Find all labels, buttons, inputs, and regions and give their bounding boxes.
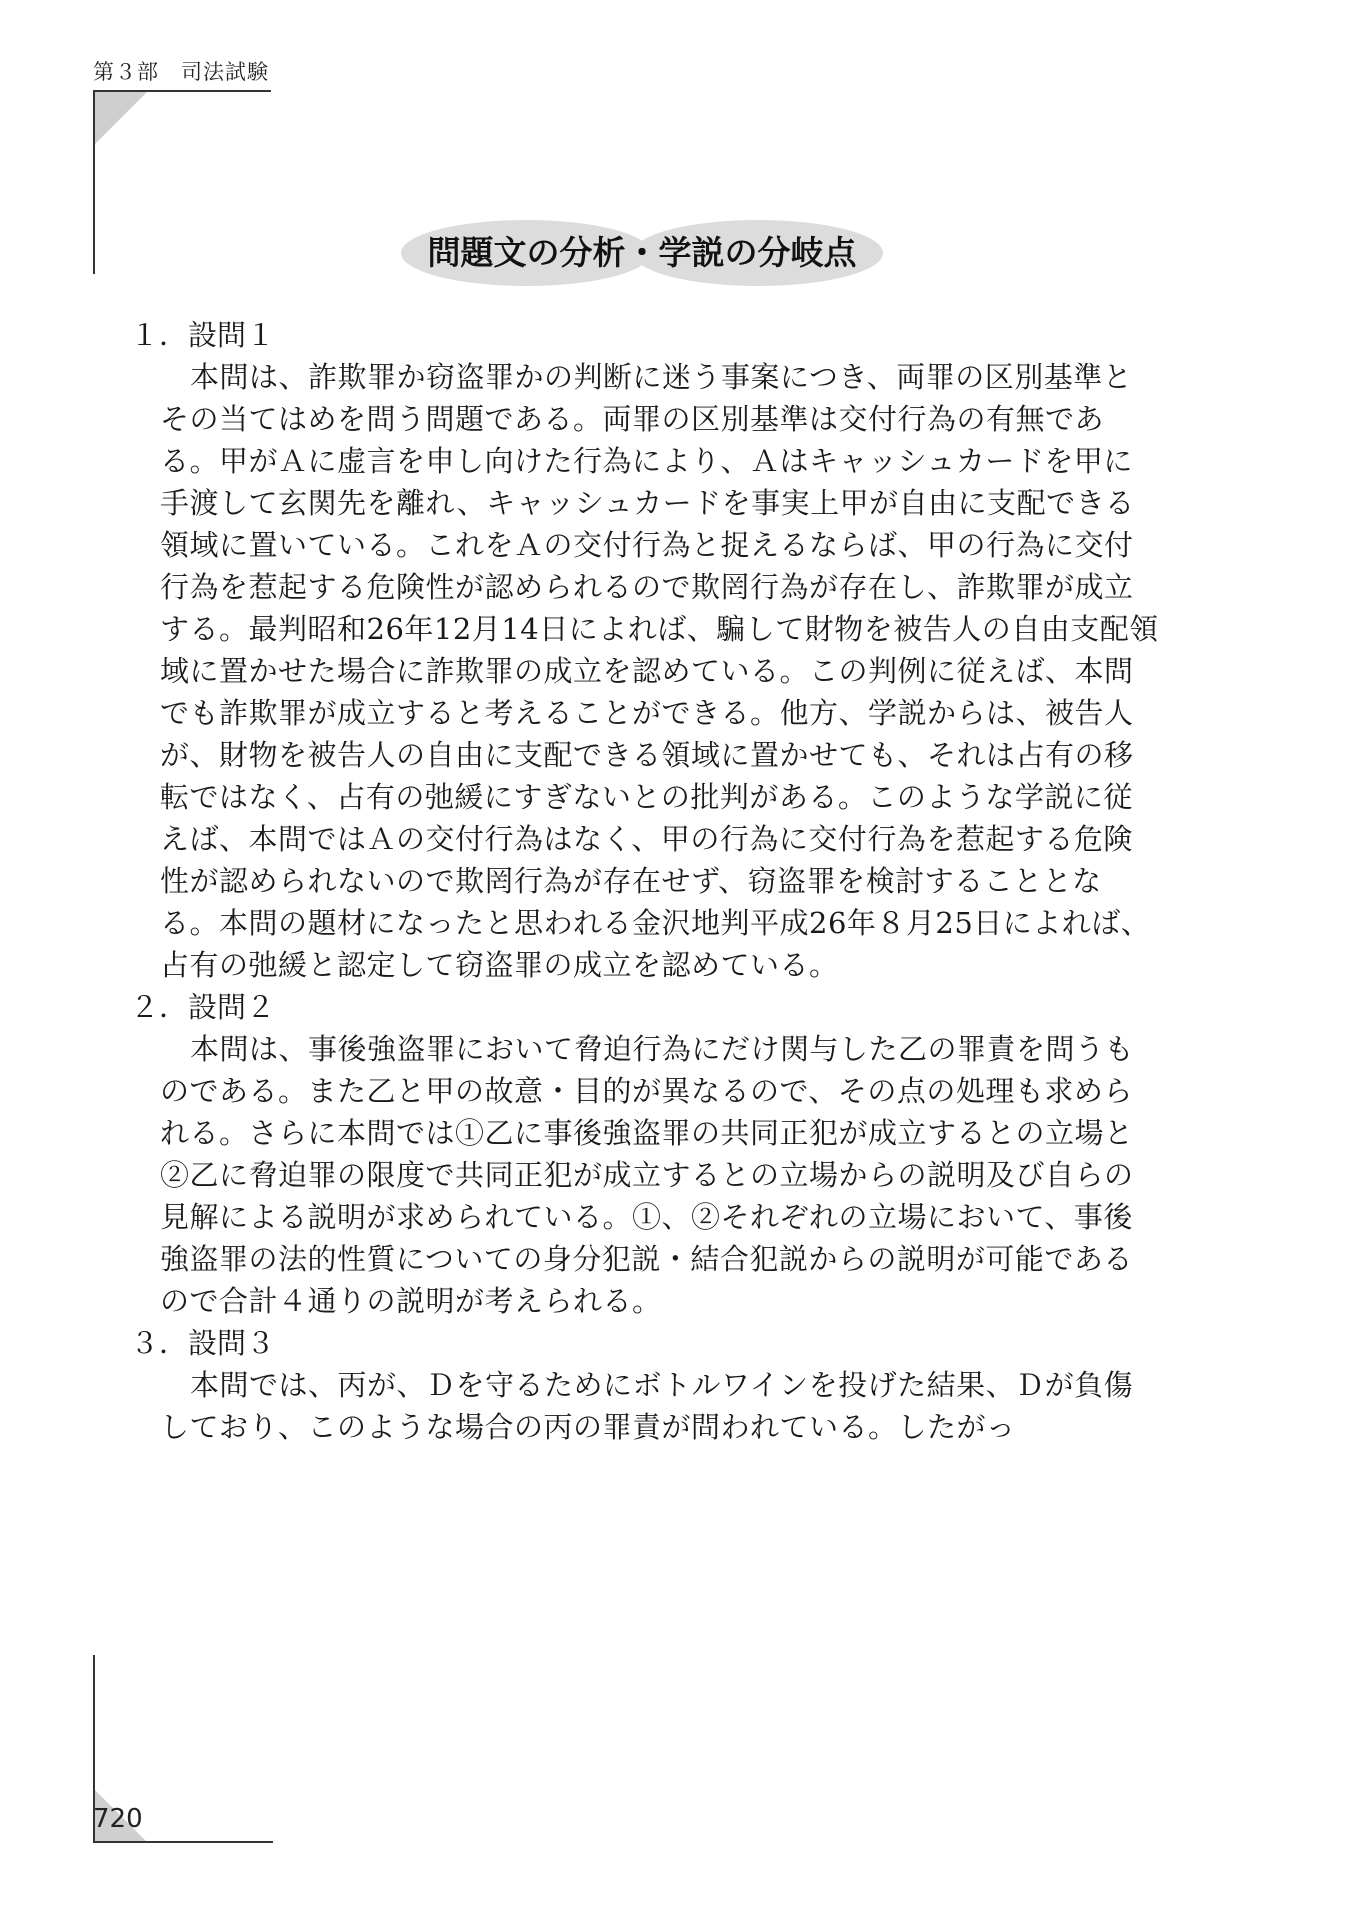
running-head: 第３部 司法試験 <box>93 60 269 84</box>
footer-rule <box>93 1841 273 1843</box>
section-heading-2: ２．設問２ <box>130 990 276 1024</box>
section-paragraph-3: 本問では、丙が、Ｄを守るためにボトルワインを投げた結果、Ｄが負傷しており、このような場合の丙の罪責が問われている。したがっ <box>160 1368 1134 1444</box>
section-heading-3: ３．設問３ <box>130 1326 276 1360</box>
body-text <box>130 314 1160 1448</box>
section-title-banner <box>401 220 883 286</box>
section-heading-1: １．設問１ <box>130 318 276 352</box>
page-number: 720 <box>93 1804 143 1834</box>
section-paragraph-1: 本問は、詐欺罪か窃盗罪かの判断に迷う事案につき、両罪の区別基準とその当てはめを問う問題である。両罪の区別基準は交付行為の有無である。甲がＡに虚言を申し向けた行為により、Ａはキャッシュカードを甲に手渡して玄関先を離れ、キャッシュカードを事実上甲が自由に支配できる領域に置いている。これをＡの交付行為と捉えるならば、甲の行為に交付行為を惹起する危険性が認められるので欺罔行為が存在し、詐欺罪が成立する。最判昭和26年12月14日によれば、騙して財物を被告人の自由支配領域に置かせた場合に詐欺罪の成立を認めている。この判例に従えば、本問でも詐欺罪が成立すると考えることができる。他方、学説からは、被告人が、財物を被告人の自由に支配できる領域に置かせても、それは占有の移転ではなく、占有の弛緩にすぎないとの批判がある。このような学説に従えば、本問ではＡの交付行為はなく、甲の行為に交付行為を惹起する危険性が認められないので欺罔行為が存在せず、窃盗罪を検討することとなる。本問の題材になったと思われる金沢地判平成26年８月25日によれば、占有の弛緩と認定して窃盗罪の成立を認めている。 <box>160 360 1159 982</box>
section-paragraph-2: 本問は、事後強盗罪において脅迫行為にだけ関与した乙の罪責を問うものである。また乙と甲の故意・目的が異なるので、その点の処理も求められる。さらに本問では①乙に事後強盗罪の共同正犯が成立するとの立場と②乙に脅迫罪の限度で共同正犯が成立するとの立場からの説明及び自らの見解による説明が求められている。①、②それぞれの立場において、事後強盗罪の法的性質についての身分犯説・結合犯説からの説明が可能であるので合計４通りの説明が考えられる。 <box>160 1032 1135 1318</box>
top-corner-triangle <box>95 92 147 144</box>
page-title: 問題文の分析・学説の分岐点 <box>427 233 857 272</box>
